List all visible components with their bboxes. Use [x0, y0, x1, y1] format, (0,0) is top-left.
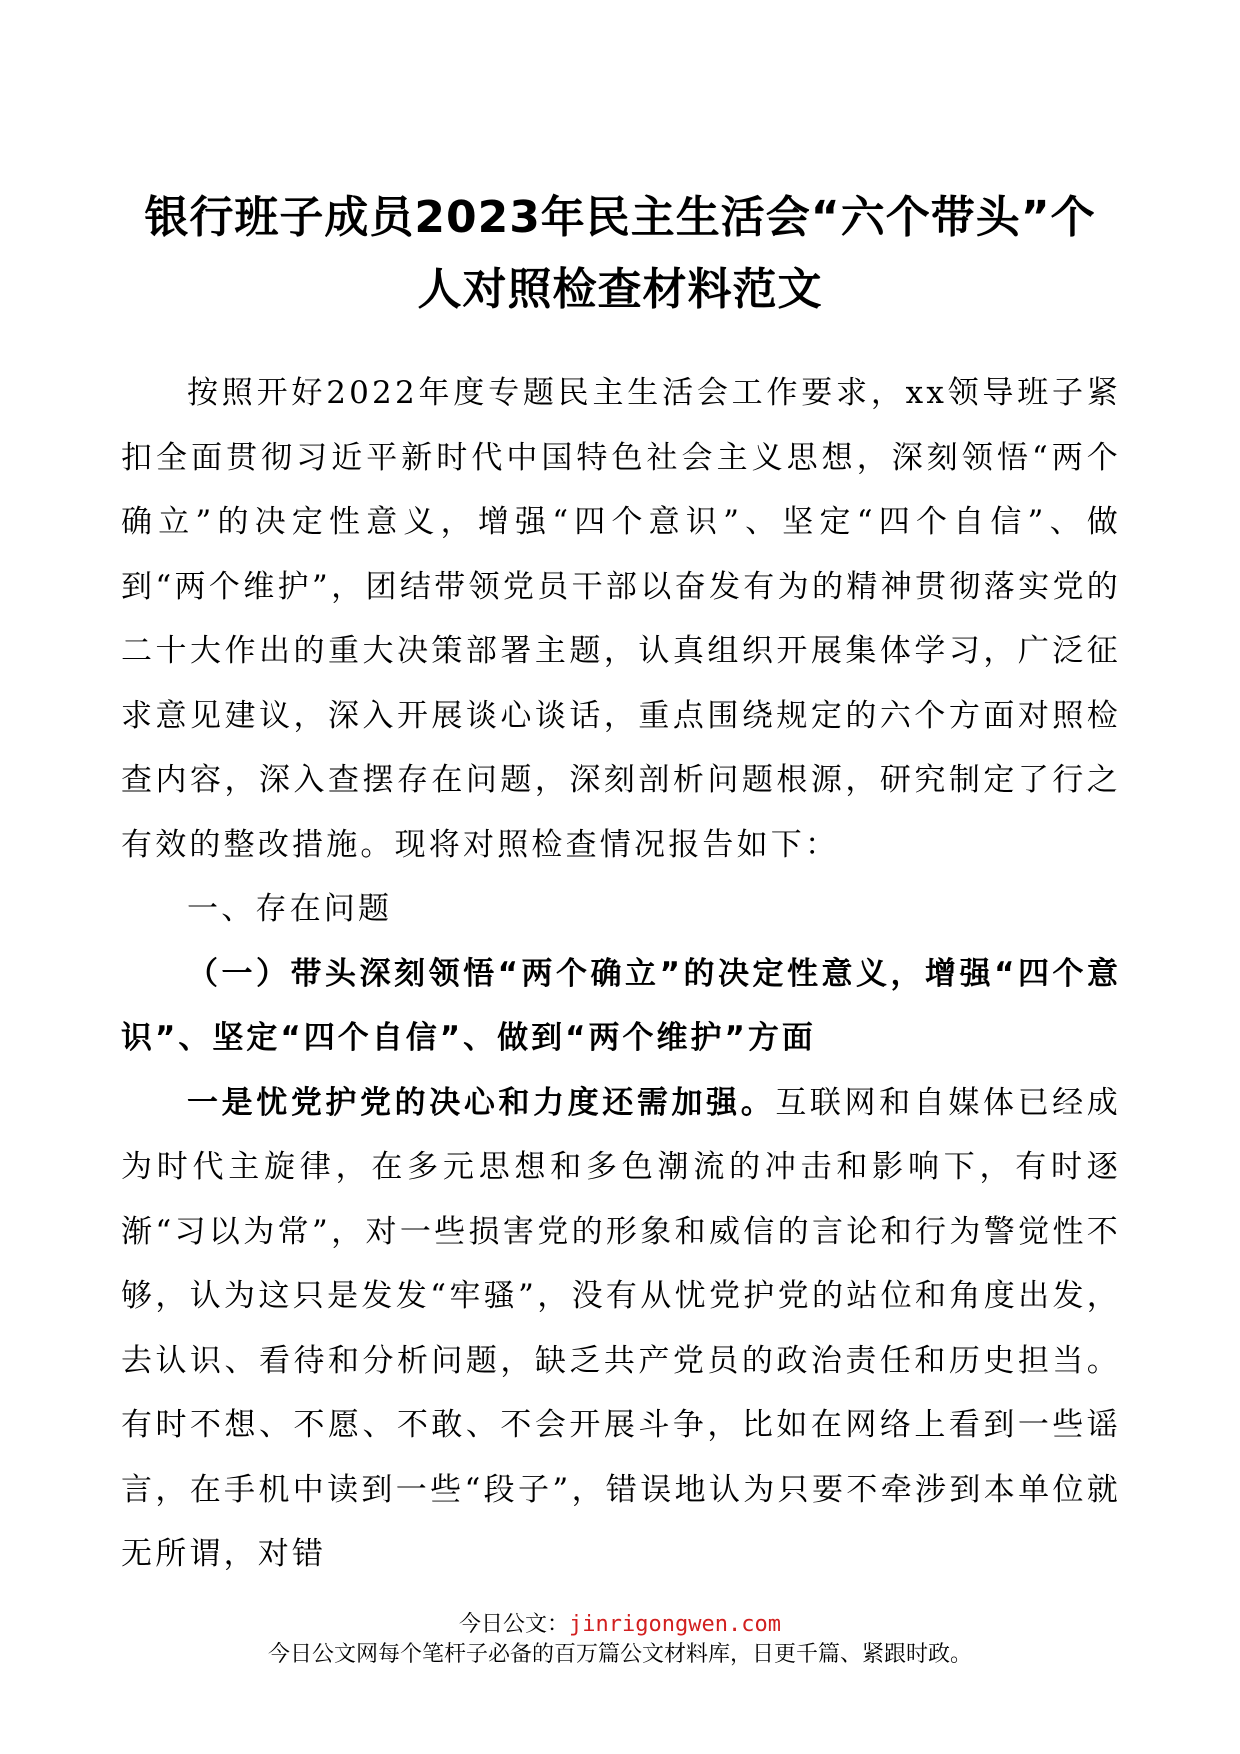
point-paragraph [121, 1071, 1121, 1587]
title-line-1: 银行班子成员2023年民主生活会“六个带头”个 [144, 192, 1096, 243]
section-heading: 一、存在问题 [187, 891, 393, 927]
title-line-2: 人对照检查材料范文 [417, 264, 823, 315]
page-footer [0, 1610, 1240, 1670]
footer-site-label: 今日公文： [459, 1612, 570, 1637]
footer-site-link[interactable]: jinrigongwen.com [569, 1612, 781, 1637]
document-body [121, 361, 1121, 1587]
footer-slogan: 今日公文网每个笔杆子必备的百万篇公文材料库，日更千篇、紧跟时政。 [267, 1642, 972, 1667]
point-lead: 一是忧党护党的决心和力度还需加强。 [187, 1084, 776, 1121]
document-title [120, 182, 1120, 326]
footer-site-line [0, 1610, 1240, 1640]
subsection-heading: （一）带头深刻领悟“两个确立”的决定性意义，增强“四个意识”、坚定“四个自信”、做到“两个维护”方面 [121, 955, 1121, 1056]
intro-paragraph: 按照开好2022年度专题民主生活会工作要求，xx领导班子紧扣全面贯彻习近平新时代中国特色社会主义思想，深刻领悟“两个确立”的决定性意义，增强“四个意识”、坚定“四个自信”、做到“两个维护”，团结带领党员干部以奋发有为的精神贯彻落实党的二十大作出的重大决策部署主题，认真组织开展集体学习，广泛征求意见建议，深入开展谈心谈话，重点围绕规定的六个方面对照检查内容，深入查摆存在问题，深刻剖析问题根源，研究制定了行之有效的整改措施。现将对照检查情况报告如下： [121, 375, 1121, 863]
point-body: 互联网和自媒体已经成为时代主旋律，在多元思想和多色潮流的冲击和影响下，有时逐渐“习以为常”，对一些损害党的形象和威信的言论和行为警觉性不够，认为这只是发发“牢骚”，没有从忧党护党的站位和角度出发，去认识、看待和分析问题，缺乏共产党员的政治责任和历史担当。有时不想、不愿、不敢、不会开展斗争，比如在网络上看到一些谣言，在手机中读到一些“段子”，错误地认为只要不牵涉到本单位就无所谓，对错 [121, 1084, 1121, 1572]
